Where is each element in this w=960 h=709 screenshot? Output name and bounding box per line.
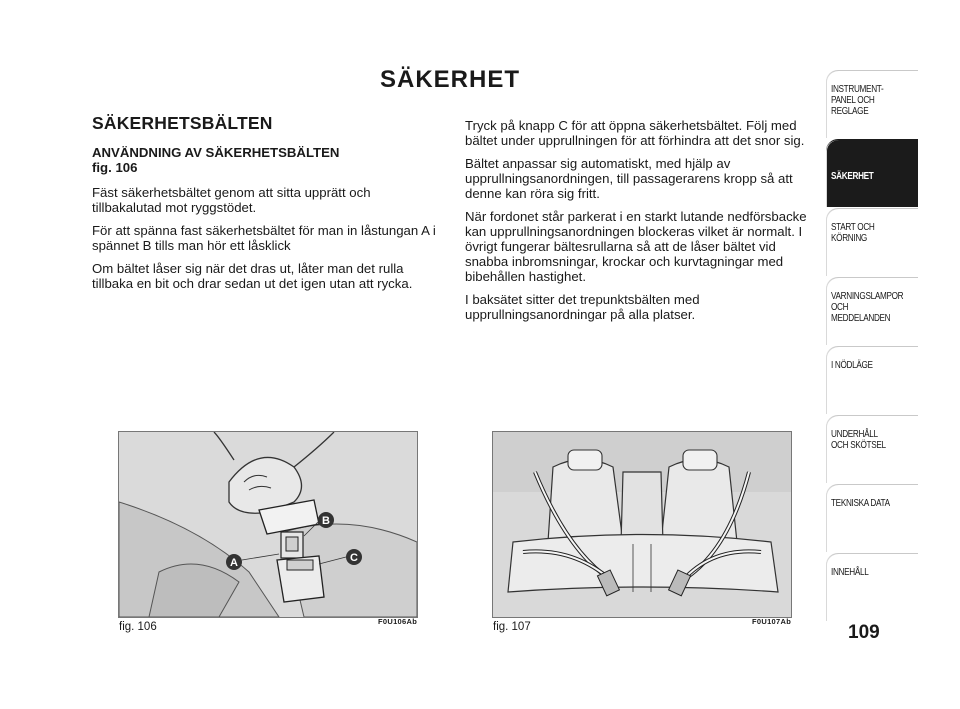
- chapter-tabs: [826, 70, 918, 622]
- tab-label: START OCH KÖRNING: [831, 222, 875, 244]
- paragraph: Om bältet låser sig när det dras ut, låter man det rulla tillbaka en bit och drar sedan ut det igen utan att rycka.: [92, 261, 413, 291]
- figure-107-rear-seats-illustration: [492, 431, 792, 618]
- svg-text:B: B: [322, 515, 330, 527]
- sub-heading-title: ANVÄNDNING AV SÄKERHETSBÄLTEN: [92, 145, 340, 160]
- paragraph: Fäst säkerhetsbältet genom att sitta upprätt och tillbakalutad mot ryggstödet.: [92, 185, 371, 215]
- tab-label: SÄKERHET: [831, 171, 874, 182]
- section-heading: SÄKERHETSBÄLTEN: [92, 113, 273, 133]
- tab-label: I NÖDLÄGE: [831, 360, 873, 371]
- tab-innehall[interactable]: [826, 553, 918, 621]
- figure-106-caption: fig. 106: [119, 621, 157, 633]
- paragraph: Bältet anpassar sig automatiskt, med hjälp av upprullningsanordningen, till passagerarens kropp så att denne kan röra sig fritt.: [465, 156, 793, 201]
- paragraph: I baksätet sitter det trepunktsbälten med upprullningsanordningar på alla platser.: [465, 292, 700, 322]
- paragraph: För att spänna fast säkerhetsbältet för man in låstungan A i spännet B tills man hör ett låsklick: [92, 223, 436, 253]
- figure-106-buckle-illustration: [118, 431, 418, 618]
- tab-label: TEKNISKA DATA: [831, 498, 890, 509]
- chapter-title: SÄKERHET: [379, 66, 520, 93]
- tab-varningslampor[interactable]: [826, 277, 918, 345]
- tab-start-och-korning[interactable]: [826, 208, 918, 276]
- tab-label: VARNINGSLAMPOR OCH MEDDELANDEN: [831, 291, 904, 324]
- sub-heading: [92, 145, 442, 175]
- paragraph: När fordonet står parkerat i en starkt lutande nedförsbacke kan upprullningsanordningen blockeras vilket är normalt. I övrigt fungerar bältesrullarna så att de låser bältet vid snabba inbromsningar, krockar och kurvtagningar med bibehållen hastighet.: [465, 209, 807, 284]
- tab-instrumentpanel[interactable]: [826, 70, 918, 138]
- callout-c: [346, 549, 362, 565]
- figure-107-caption: fig. 107: [493, 621, 531, 633]
- figure-106-code: F0U106Ab: [378, 617, 418, 626]
- paragraph: Tryck på knapp C för att öppna säkerhetsbältet. Följ med bältet under upprullningen för att förhindra att det snor sig.: [465, 118, 805, 148]
- svg-text:C: C: [350, 552, 358, 564]
- tab-label: UNDERHÅLL OCH SKÖTSEL: [831, 429, 886, 451]
- tab-label: INNEHÅLL: [831, 567, 869, 578]
- page-number: 109: [848, 622, 880, 643]
- svg-text:A: A: [230, 557, 238, 569]
- callout-a: [226, 554, 242, 570]
- right-column: [465, 118, 813, 330]
- tab-label: INSTRUMENT- PANEL OCH REGLAGE: [831, 84, 884, 117]
- figure-107-code: F0U107Ab: [752, 617, 792, 626]
- tab-underhall[interactable]: [826, 415, 918, 483]
- tab-i-nodlage[interactable]: [826, 346, 918, 414]
- callout-b: [318, 512, 334, 528]
- tab-sakerhet[interactable]: [826, 139, 918, 207]
- tab-tekniska-data[interactable]: [826, 484, 918, 552]
- left-column: [92, 113, 442, 299]
- sub-heading-fig-ref: fig. 106: [92, 160, 138, 175]
